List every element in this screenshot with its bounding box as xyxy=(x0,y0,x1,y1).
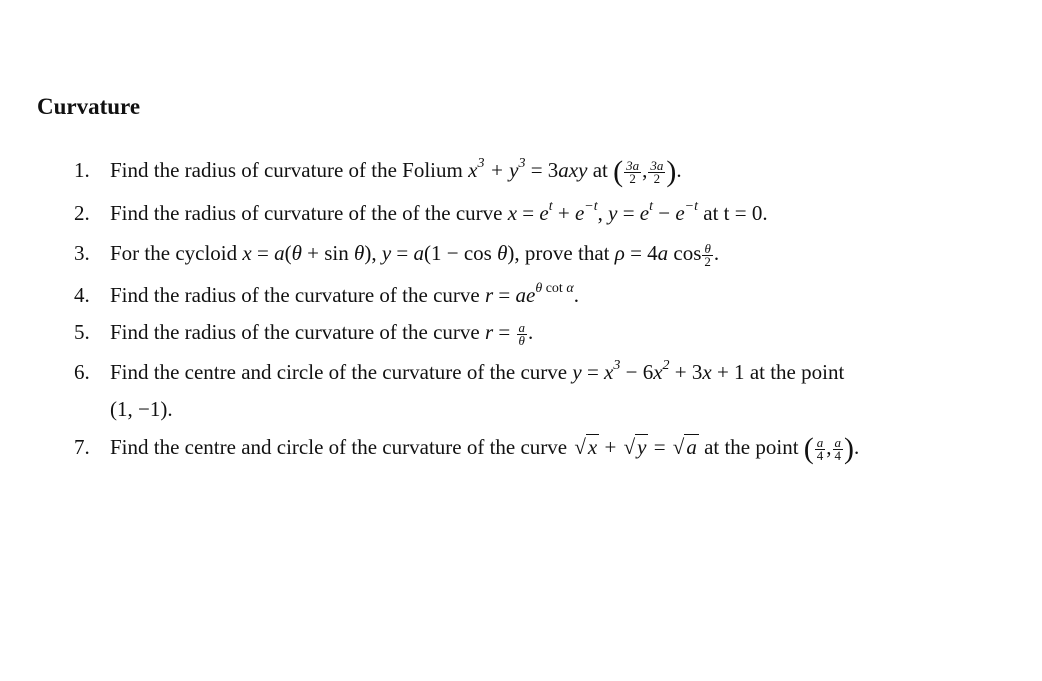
equation: $x^3 + y^3 = 3axy$ xyxy=(468,156,588,182)
question-number: 3. xyxy=(74,241,90,265)
right-paren: ) xyxy=(666,155,677,189)
question-1 xyxy=(74,155,682,189)
left-paren: ( xyxy=(613,155,624,189)
question-tail: at t = 0. xyxy=(703,201,768,225)
question-number: 5. xyxy=(74,320,90,344)
question-tail: prove that xyxy=(524,241,610,265)
question-tail: at the point xyxy=(749,360,845,384)
period: . xyxy=(676,158,682,182)
equation: $r = ae^{\theta cot \alpha}$. xyxy=(484,281,579,307)
equation: $x = e^t + e^{-t}$, $y = e^t - e^{-t}$ xyxy=(507,199,699,225)
fraction: $\frac{a}{\theta}$ xyxy=(518,319,525,348)
question-tail: at the point xyxy=(704,435,799,459)
right-paren: ) xyxy=(844,432,855,466)
question-text: Find the radius of the curvature of the curve xyxy=(110,283,480,307)
equation: r = $\frac{a}{\theta}$ . xyxy=(484,319,534,348)
fraction: $\frac{a}{4}$ xyxy=(816,434,824,463)
question-4 xyxy=(74,282,579,308)
question-number: 7. xyxy=(74,435,90,459)
question-number: 2. xyxy=(74,201,90,225)
question-number: 1. xyxy=(74,158,90,182)
at-label: at xyxy=(592,158,608,182)
question-text: Find the radius of curvature of the of the curve xyxy=(110,201,503,225)
equation: $y = x^3 - 6x^2 + 3x + 1$ xyxy=(572,358,745,384)
equation: x = a(θ + sin θ), y = a(1 − cos θ), xyxy=(242,241,520,265)
left-paren: ( xyxy=(803,432,814,466)
question-5 xyxy=(74,319,533,347)
comma: , xyxy=(642,158,648,182)
question-2 xyxy=(74,200,768,226)
fraction: $\frac{3a}{2}$ xyxy=(650,157,664,186)
comma: , xyxy=(826,435,832,459)
question-text: Find the centre and circle of the curvature of the curve xyxy=(110,435,568,459)
question-number: 6. xyxy=(74,360,90,384)
question-7 xyxy=(74,432,860,466)
question-6-continuation: (1, −1). xyxy=(110,397,173,421)
period: . xyxy=(854,435,860,459)
question-text: For the cycloid xyxy=(110,241,238,265)
equation: √x + √y = √a xyxy=(574,435,697,459)
fraction: $\frac{a}{4}$ xyxy=(834,434,842,463)
question-3 xyxy=(74,240,719,268)
fraction: $\frac{\theta}{2}$ xyxy=(704,240,711,269)
question-text: Find the radius of curvature of the Folium xyxy=(110,158,463,182)
heading: Curvature xyxy=(37,94,141,119)
question-text: Find the radius of the curvature of the curve xyxy=(110,320,480,344)
fraction: $\frac{3a}{2}$ xyxy=(626,157,640,186)
question-number: 4. xyxy=(74,283,90,307)
question-6 xyxy=(74,359,844,385)
question-text: Find the centre and circle of the curvature of the curve xyxy=(110,360,568,384)
result-equation: ρ = 4a cos $\frac{\theta}{2}$ . xyxy=(614,240,720,269)
